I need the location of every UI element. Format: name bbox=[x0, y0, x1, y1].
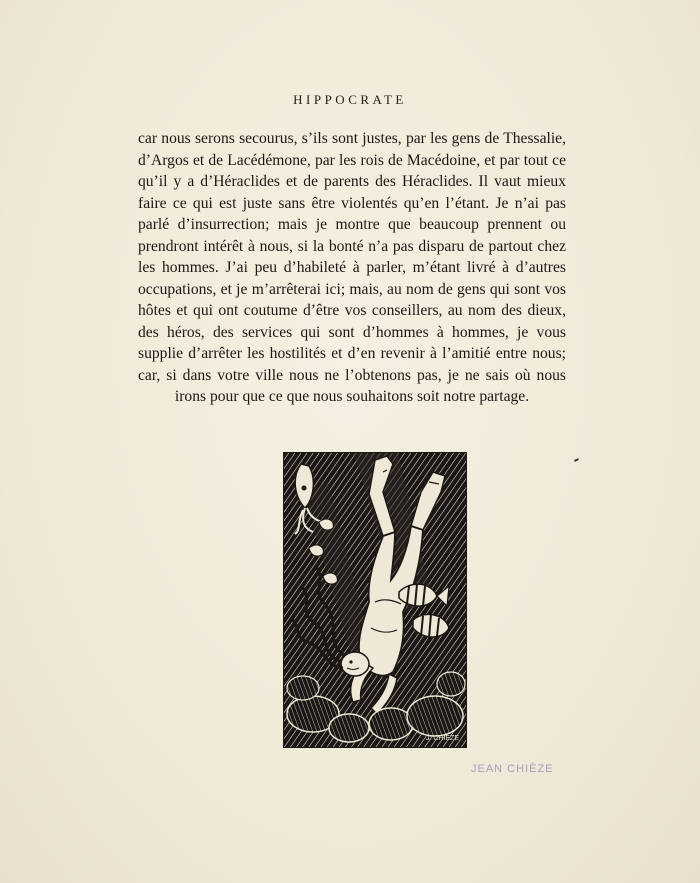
body-paragraph: car nous serons secourus, s’ils sont justes, par les gens de Thessalie, d’Argos et de Lacédémone, par les rois de Macédoine, et par tout ce qu’il y a d’Héraclides et de parents des Héraclides. Il vaut mieux faire ce qui est juste sans être violentés qu’en l’étant. Je n’ai pas parlé d’insurrection; mais je montre que beaucoup prennent ou prendront intérêt à nous, si la bonté n’a pas disparu de partout chez les hommes. J’ai peu d’habileté à parler, m’étant livré à d’autres occupations, et je m’arrêterai ici; mais, au nom de gens qui sont vos hôtes et qui ont coutume d’être vos conseillers, au nom des dieux, des héros, des services qui sont d’hommes à hommes, je vous supplie d’arrêter les hostilités et d’en revenir à l’amitié entre nous; car, si dans votre ville nous ne l’obtenons pas, je ne sais où nous irons pour que ce que nous souhaitons soit notre partage. bbox=[138, 130, 566, 405]
artist-stamp: JEAN CHIÈZE bbox=[471, 763, 554, 775]
engraving-signature: J. CHIEZE bbox=[425, 735, 459, 742]
ink-speck bbox=[574, 458, 579, 462]
running-head: HIPPOCRATE bbox=[293, 92, 407, 107]
woodcut-illustration bbox=[283, 452, 467, 748]
